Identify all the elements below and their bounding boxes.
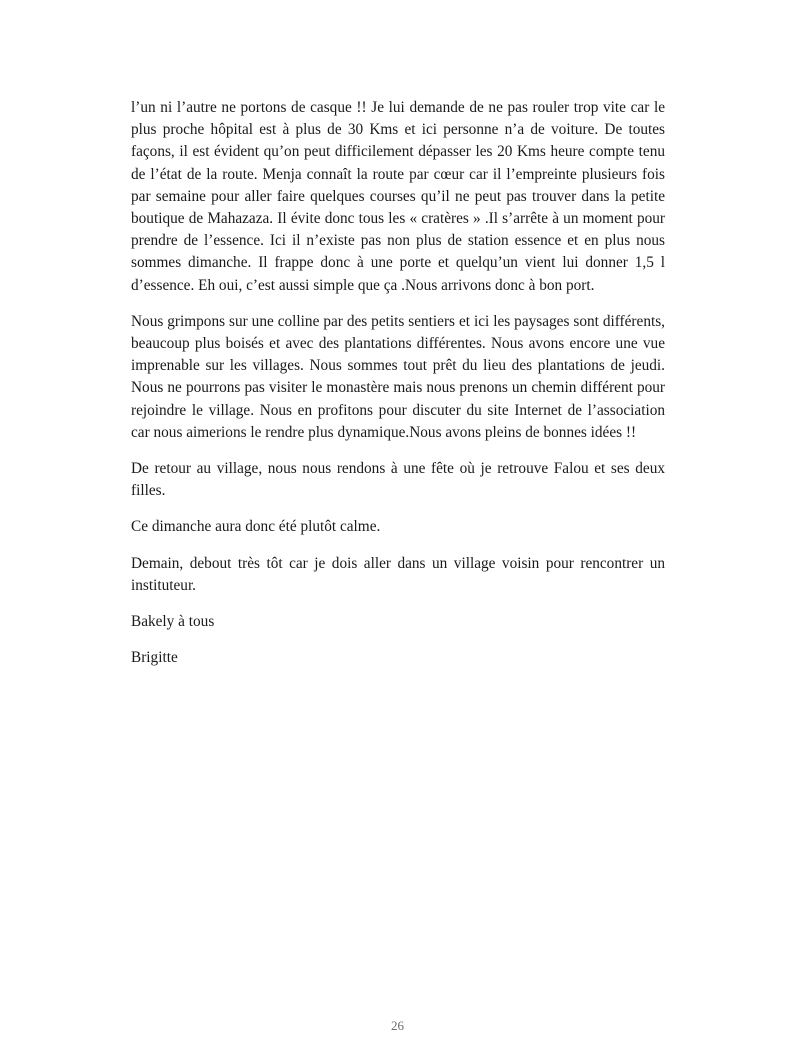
page-number: 26: [391, 1018, 404, 1033]
paragraph-ride: l’un ni l’autre ne portons de casque !! Je lui demande de ne pas rouler trop vite car le plus proche hôpital est à plus de 30 Kms et ici personne n’a de voiture. De toutes façons, il est évident qu’on peut difficilement dépasser les 20 Kms heure compte tenu de l’état de la route. Menja connaît la route par cœur car il l’empreinte plusieurs fois par semaine pour aller faire quelques courses qu’il ne peut pas trouver dans la petite boutique de Mahazaza. Il évite donc tous les « cratères » .Il s’arrête à un moment pour prendre de l’essence. Ici il n’existe pas non plus de station essence et en plus nous sommes dimanche. Il frappe donc à une porte et quelqu’un vient lui donner 1,5 l d’essence. Eh oui, c’est aussi simple que ça .Nous arrivons donc à bon port.: [131, 99, 665, 294]
paragraph-village-party: De retour au village, nous nous rendons à une fête où je retrouve Falou et ses deux filles.: [131, 460, 665, 500]
paragraph-calm-sunday: Ce dimanche aura donc été plutôt calme.: [131, 518, 381, 536]
closing-greeting: Bakely à tous: [131, 613, 215, 631]
signature-name: Brigitte: [131, 649, 178, 667]
paragraph-hill-walk: Nous grimpons sur une colline par des petits sentiers et ici les paysages sont différents, beaucoup plus boisés et avec des plantations différentes. Nous avons encore une vue imprenable sur les villages. Nous sommes tout prêt du lieu des plantations de jeudi. Nous ne pourrons pas visiter le monastère mais nous prenons un chemin différent pour rejoindre le village. Nous en profitons pour discuter du site Internet de l’association car nous aimerions le rendre plus dynamique.Nous avons pleins de bonnes idées !!: [131, 312, 665, 441]
paragraph-tomorrow: Demain, debout très tôt car je dois aller dans un village voisin pour rencontrer un instituteur.: [131, 554, 665, 594]
body-text: [131, 97, 665, 683]
